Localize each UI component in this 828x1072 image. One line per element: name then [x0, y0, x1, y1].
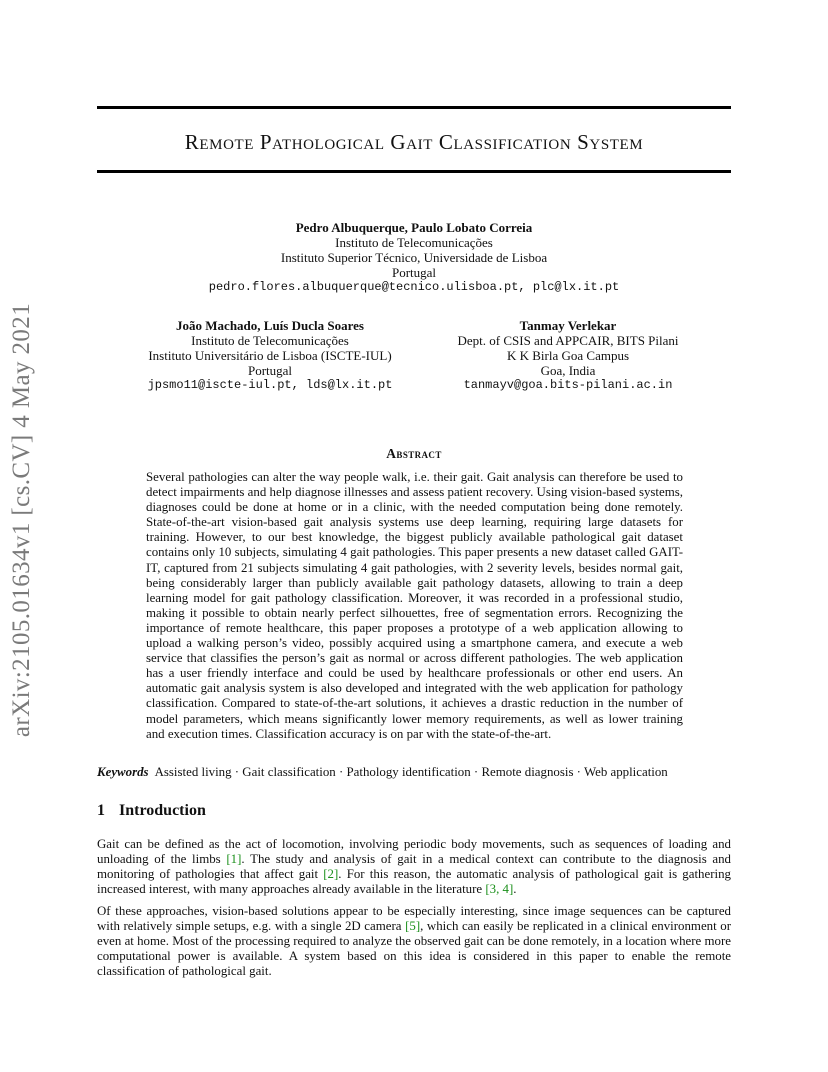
title-rule-bottom: [97, 170, 731, 173]
abstract-text: Several pathologies can alter the way people walk, i.e. their gait. Gait analysis can therefore be used to detect impairments and help diagnose illnesses and assess patient recovery. Using vision-based systems, diagnoses could be done at home or in a clinic, with the needed computation being done remotely. State-of-the-art vision-based gait analysis systems use deep learning, requiring large datasets for training. However, to our best knowledge, the biggest publicly available pathological gait dataset contains only 10 subjects, simulating 4 gait pathologies. This paper presents a new dataset called GAIT-IT, captured from 21 subjects simulating 4 gait pathologies, with 2 severity levels, besides normal gait, being considerably larger than publicly available gait pathology datasets, allowing to train a deep learning model for gait pathology classification. Moreover, it was recorded in a professional studio, making it possible to obtain nearly perfect silhouettes, free of segmentation errors. Recognizing the importance of remote healthcare, this paper proposes a prototype of a web application allowing to upload a walking person’s video, possibly acquired using a smartphone camera, and execute a web service that classifies the person’s gait as normal or across different pathologies. The web application has a user friendly interface and could be used by healthcare professionals or other end users. An automatic gait analysis system is also developed and integrated with the web application for pathology classification. Compared to state-of-the-art solutions, it achieves a drastic reduction in the number of model parameters, which means significantly lower memory requirements, as well as lower training and execution times. Classification accuracy is on par with the state-of-the-art.: [146, 470, 683, 741]
author-block-1: [97, 220, 731, 295]
arxiv-identifier-text: arXiv:2105.01634v1 [cs.CV] 4 May 2021: [8, 302, 35, 738]
paragraph-text: , which can easily be replicated in a clinical environment or even at home. Most of the processing required to analyze the observed gait can be done remotely, in a location where more computational power is available. A system based on this idea is considered in this paper to enable the remote classification of pathological gait.: [97, 919, 731, 979]
affiliation-line: Goa, India: [540, 363, 596, 378]
author-names: Pedro Albuquerque, Paulo Lobato Correia: [295, 220, 533, 235]
keywords-label: Keywords: [97, 765, 149, 779]
author-email[interactable]: pedro.flores.albuquerque@tecnico.ulisboa.pt, plc@lx.it.pt: [208, 280, 620, 294]
affiliation-line: Instituto Universitário de Lisboa (ISCTE-IUL): [148, 348, 392, 363]
author-block-2: [120, 318, 420, 393]
paragraph-text: . The study and analysis of gait in a medical context can contribute to the diagnosis and monitoring of pathologies that affect gait: [97, 852, 731, 882]
author-names: Tanmay Verlekar: [519, 318, 617, 333]
paragraph-text: .: [513, 882, 517, 897]
keywords-line: [97, 765, 731, 780]
citation-link[interactable]: [2]: [323, 867, 339, 882]
affiliation-line: K K Birla Goa Campus: [506, 348, 630, 363]
paragraph-text: Of these approaches, vision-based solutions appear to be especially interesting, since image sequences can be captured with relatively simple setups, e.g. with a single 2D camera: [97, 904, 731, 934]
intro-paragraph-2: [97, 904, 731, 979]
citation-link[interactable]: [3, 4]: [485, 882, 514, 897]
author-email[interactable]: jpsmo11@iscte-iul.pt, lds@lx.it.pt: [147, 378, 393, 392]
paragraph-text: Gait can be defined as the act of locomotion, involving periodic body movements, such as sequences of loading and unloading of the limbs: [97, 837, 731, 867]
citation-link[interactable]: [5]: [405, 919, 421, 934]
affiliation-line: Instituto Superior Técnico, Universidade de Lisboa: [280, 250, 548, 265]
intro-paragraph-1: [97, 837, 731, 897]
author-names: João Machado, Luís Ducla Soares: [176, 318, 364, 333]
abstract-heading: Abstract: [386, 446, 442, 461]
paper-title: Remote Pathological Gait Classification System: [184, 130, 644, 154]
affiliation-line: Dept. of CSIS and APPCAIR, BITS Pilani: [457, 333, 679, 348]
section-title: Introduction: [119, 802, 206, 819]
affiliation-line: Instituto de Telecomunicações: [191, 333, 349, 348]
paragraph-text: . For this reason, the automatic analysis of pathological gait is gathering increased interest, with many approaches already available in the literature: [97, 867, 731, 897]
keywords-list: Assisted living · Gait classification · Pathology identification · Remote diagnosis · Web application: [154, 765, 668, 779]
section-heading-introduction: [97, 802, 206, 820]
author-block-3: [430, 318, 706, 393]
title-rule-top: [97, 106, 731, 109]
author-email[interactable]: tanmayv@goa.bits-pilani.ac.in: [463, 378, 673, 392]
affiliation-line: Portugal: [247, 363, 293, 378]
citation-link[interactable]: [1]: [226, 852, 242, 867]
affiliation-line: Instituto de Telecomunicações: [335, 235, 493, 250]
affiliation-line: Portugal: [391, 265, 437, 280]
section-number: 1: [97, 802, 105, 819]
